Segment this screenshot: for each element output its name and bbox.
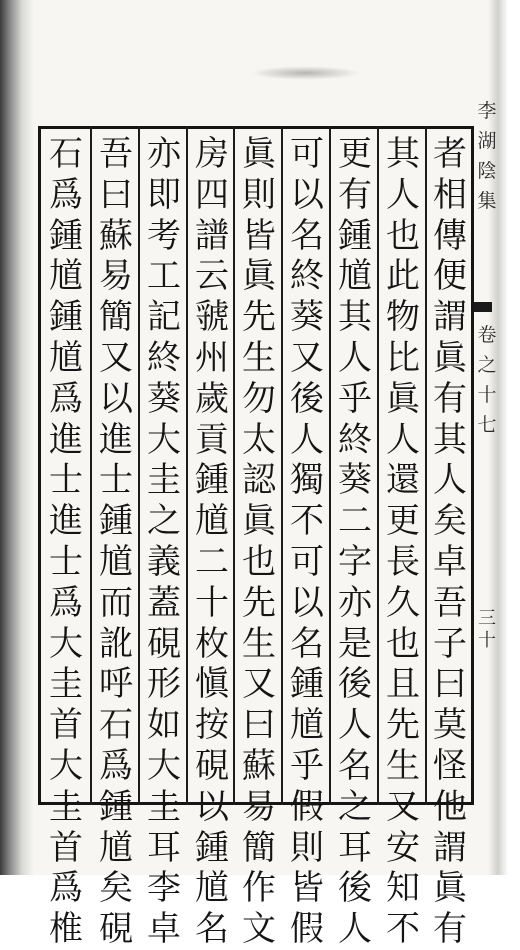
glyph: 如: [147, 705, 181, 746]
glyph: 譜: [195, 215, 229, 256]
glyph: 易: [242, 786, 276, 827]
glyph: 義: [147, 541, 181, 582]
glyph: 又: [242, 664, 276, 705]
glyph: 後: [338, 868, 372, 909]
glyph: 馗: [49, 337, 83, 378]
glyph: 其: [338, 297, 372, 338]
glyph: 眞: [433, 337, 467, 378]
glyph: 乎: [338, 378, 372, 419]
glyph: 大: [49, 745, 83, 786]
glyph: 士: [49, 541, 83, 582]
glyph: 李: [147, 868, 181, 909]
glyph: 馗: [99, 541, 133, 582]
glyph: 葵: [147, 378, 181, 419]
margin-glyph: 之: [477, 354, 497, 376]
glyph: 可: [290, 134, 324, 174]
glyph: 按: [195, 705, 229, 746]
glyph: 傳: [433, 215, 467, 256]
glyph: 進: [99, 419, 133, 460]
glyph: 其: [433, 419, 467, 460]
text-column-4: [285, 134, 329, 950]
text-column-3: [333, 134, 377, 950]
glyph: 他: [433, 786, 467, 827]
glyph: 耳: [338, 827, 372, 868]
margin-glyph: 李: [477, 100, 497, 122]
glyph: 卓: [147, 909, 181, 950]
glyph: 有: [338, 174, 372, 215]
glyph: 人: [338, 705, 372, 746]
glyph: 馗: [99, 827, 133, 868]
glyph: 又: [386, 786, 420, 827]
glyph: 形: [147, 664, 181, 705]
glyph: 更: [338, 134, 372, 174]
glyph: 記: [147, 297, 181, 338]
glyph: 後: [290, 378, 324, 419]
margin-glyph: 卷: [477, 324, 497, 346]
glyph: 工: [147, 256, 181, 297]
glyph: 吾: [433, 582, 467, 623]
glyph: 人: [386, 419, 420, 460]
text-column-8: [94, 134, 138, 950]
glyph: 曰: [99, 174, 133, 215]
glyph: 文: [242, 909, 276, 950]
glyph: 字: [338, 541, 372, 582]
glyph: 石: [99, 705, 133, 746]
glyph: 而: [99, 582, 133, 623]
glyph: 以: [290, 174, 324, 215]
column-rule: [90, 126, 92, 805]
glyph: 有: [433, 378, 467, 419]
glyph: 太: [242, 419, 276, 460]
binding-shadow: [0, 0, 34, 875]
glyph: 終: [290, 256, 324, 297]
glyph: 葵: [338, 460, 372, 501]
glyph: 士: [99, 460, 133, 501]
glyph: 則: [290, 827, 324, 868]
glyph: 圭: [49, 786, 83, 827]
glyph: 簡: [242, 827, 276, 868]
glyph: 圭: [49, 664, 83, 705]
glyph: 十: [195, 582, 229, 623]
glyph: 物: [386, 297, 420, 338]
glyph: 且: [386, 664, 420, 705]
glyph: 先: [242, 297, 276, 338]
glyph: 大: [147, 419, 181, 460]
glyph: 眞: [386, 378, 420, 419]
glyph: 州: [195, 337, 229, 378]
ink-smudge: [250, 66, 360, 80]
glyph: 馗: [49, 256, 83, 297]
glyph: 也: [386, 623, 420, 664]
glyph: 又: [99, 337, 133, 378]
glyph: 蘇: [242, 745, 276, 786]
glyph: 又: [290, 337, 324, 378]
glyph: 先: [386, 705, 420, 746]
glyph: 也: [386, 215, 420, 256]
text-column-7: [142, 134, 186, 950]
glyph: 首: [49, 705, 83, 746]
glyph: 還: [386, 460, 420, 501]
glyph: 歲: [195, 378, 229, 419]
glyph: 生: [242, 623, 276, 664]
glyph: 名: [195, 909, 229, 950]
glyph: 四: [195, 174, 229, 215]
glyph: 二: [195, 541, 229, 582]
glyph: 莫: [433, 705, 467, 746]
glyph: 名: [290, 623, 324, 664]
glyph: 之: [338, 786, 372, 827]
column-rule: [281, 126, 283, 805]
glyph: 硯: [147, 623, 181, 664]
glyph: 鍾: [49, 215, 83, 256]
text-column-5: [237, 134, 281, 950]
glyph: 乎: [290, 745, 324, 786]
glyph: 考: [147, 215, 181, 256]
glyph: 人: [338, 337, 372, 378]
glyph: 皆: [242, 215, 276, 256]
column-rule: [329, 126, 331, 805]
glyph: 之: [147, 501, 181, 542]
glyph: 鍾: [99, 501, 133, 542]
glyph: 亦: [147, 134, 181, 174]
glyph: 謂: [433, 827, 467, 868]
glyph: 進: [49, 419, 83, 460]
glyph: 易: [99, 256, 133, 297]
glyph: 馗: [195, 868, 229, 909]
glyph: 二: [338, 501, 372, 542]
glyph: 其: [386, 134, 420, 174]
glyph: 也: [242, 541, 276, 582]
glyph: 不: [386, 909, 420, 950]
glyph: 硯: [99, 909, 133, 950]
glyph: 大: [147, 745, 181, 786]
glyph: 先: [242, 582, 276, 623]
glyph: 知: [386, 868, 420, 909]
glyph: 鍾: [99, 786, 133, 827]
glyph: 謂: [433, 297, 467, 338]
glyph: 可: [290, 541, 324, 582]
glyph: 蘇: [99, 215, 133, 256]
glyph: 椎: [49, 909, 83, 950]
glyph: 人: [386, 174, 420, 215]
glyph: 名: [338, 745, 372, 786]
glyph: 者: [433, 134, 467, 174]
glyph: 眞: [242, 134, 276, 174]
glyph: 怪: [433, 745, 467, 786]
glyph: 人: [338, 909, 372, 950]
glyph: 爲: [49, 174, 83, 215]
glyph: 比: [386, 337, 420, 378]
margin-glyph: 陰: [477, 160, 497, 182]
glyph: 耳: [147, 827, 181, 868]
glyph: 則: [242, 174, 276, 215]
glyph: 久: [386, 582, 420, 623]
glyph: 爲: [49, 378, 83, 419]
glyph: 更: [386, 501, 420, 542]
glyph: 吾: [99, 134, 133, 174]
glyph: 獨: [290, 460, 324, 501]
glyph: 馗: [338, 256, 372, 297]
glyph: 爲: [49, 868, 83, 909]
glyph: 云: [195, 256, 229, 297]
glyph: 房: [195, 134, 229, 174]
glyph: 鍾: [195, 460, 229, 501]
glyph: 鍾: [195, 827, 229, 868]
glyph: 即: [147, 174, 181, 215]
column-rule: [377, 126, 379, 805]
glyph: 石: [49, 134, 83, 174]
glyph: 勿: [242, 378, 276, 419]
glyph: 眞: [242, 256, 276, 297]
glyph: 首: [49, 827, 83, 868]
glyph: 圭: [147, 460, 181, 501]
margin-page-number: 三十: [478, 608, 496, 651]
glyph: 大: [49, 623, 83, 664]
glyph: 曰: [242, 705, 276, 746]
glyph: 眞: [242, 501, 276, 542]
glyph: 皆: [290, 868, 324, 909]
glyph: 相: [433, 174, 467, 215]
glyph: 不: [290, 501, 324, 542]
glyph: 終: [147, 337, 181, 378]
glyph: 愼: [195, 664, 229, 705]
glyph: 人: [433, 460, 467, 501]
glyph: 爲: [49, 582, 83, 623]
glyph: 生: [242, 337, 276, 378]
text-column-1: [428, 134, 472, 950]
glyph: 以: [195, 786, 229, 827]
glyph: 眞: [433, 868, 467, 909]
glyph: 終: [338, 419, 372, 460]
glyph: 士: [49, 460, 83, 501]
column-rule: [138, 126, 140, 805]
glyph: 蓋: [147, 582, 181, 623]
text-column-2: [381, 134, 425, 950]
margin-glyph: 十: [477, 384, 497, 406]
text-column-6: [190, 134, 234, 950]
glyph: 人: [290, 419, 324, 460]
glyph: 名: [290, 215, 324, 256]
glyph: 枚: [195, 623, 229, 664]
glyph: 貢: [195, 419, 229, 460]
glyph: 簡: [99, 297, 133, 338]
margin-volume: [476, 320, 498, 440]
glyph: 安: [386, 827, 420, 868]
text-column-9: [44, 134, 88, 950]
glyph: 子: [433, 623, 467, 664]
glyph: 進: [49, 501, 83, 542]
column-rule: [186, 126, 188, 805]
glyph: 生: [386, 745, 420, 786]
glyph: 假: [290, 786, 324, 827]
glyph: 以: [290, 582, 324, 623]
glyph: 便: [433, 256, 467, 297]
margin-glyph: 七: [477, 414, 497, 436]
glyph: 是: [338, 623, 372, 664]
glyph: 硯: [195, 745, 229, 786]
glyph: 葵: [290, 297, 324, 338]
margin-glyph: 集: [477, 190, 497, 212]
glyph: 呼: [99, 664, 133, 705]
glyph: 圭: [147, 786, 181, 827]
glyph: 鍾: [49, 297, 83, 338]
glyph: 矣: [433, 501, 467, 542]
glyph: 此: [386, 256, 420, 297]
margin-glyph: 湖: [477, 130, 497, 152]
glyph: 馗: [290, 705, 324, 746]
glyph: 假: [290, 909, 324, 950]
glyph: 亦: [338, 582, 372, 623]
glyph: 鍾: [290, 664, 324, 705]
glyph: 訛: [99, 623, 133, 664]
glyph: 矣: [99, 868, 133, 909]
glyph: 爲: [99, 745, 133, 786]
glyph: 卓: [433, 541, 467, 582]
glyph: 馗: [195, 501, 229, 542]
glyph: 認: [242, 460, 276, 501]
glyph: 作: [242, 868, 276, 909]
glyph: 有: [433, 909, 467, 950]
glyph: 以: [99, 378, 133, 419]
glyph: 鍾: [338, 215, 372, 256]
glyph: 曰: [433, 664, 467, 705]
glyph: 後: [338, 664, 372, 705]
glyph: 虢: [195, 297, 229, 338]
glyph: 長: [386, 541, 420, 582]
fishtail-mark: [474, 302, 492, 312]
margin-book-title: [476, 96, 498, 216]
column-rule: [425, 126, 427, 805]
